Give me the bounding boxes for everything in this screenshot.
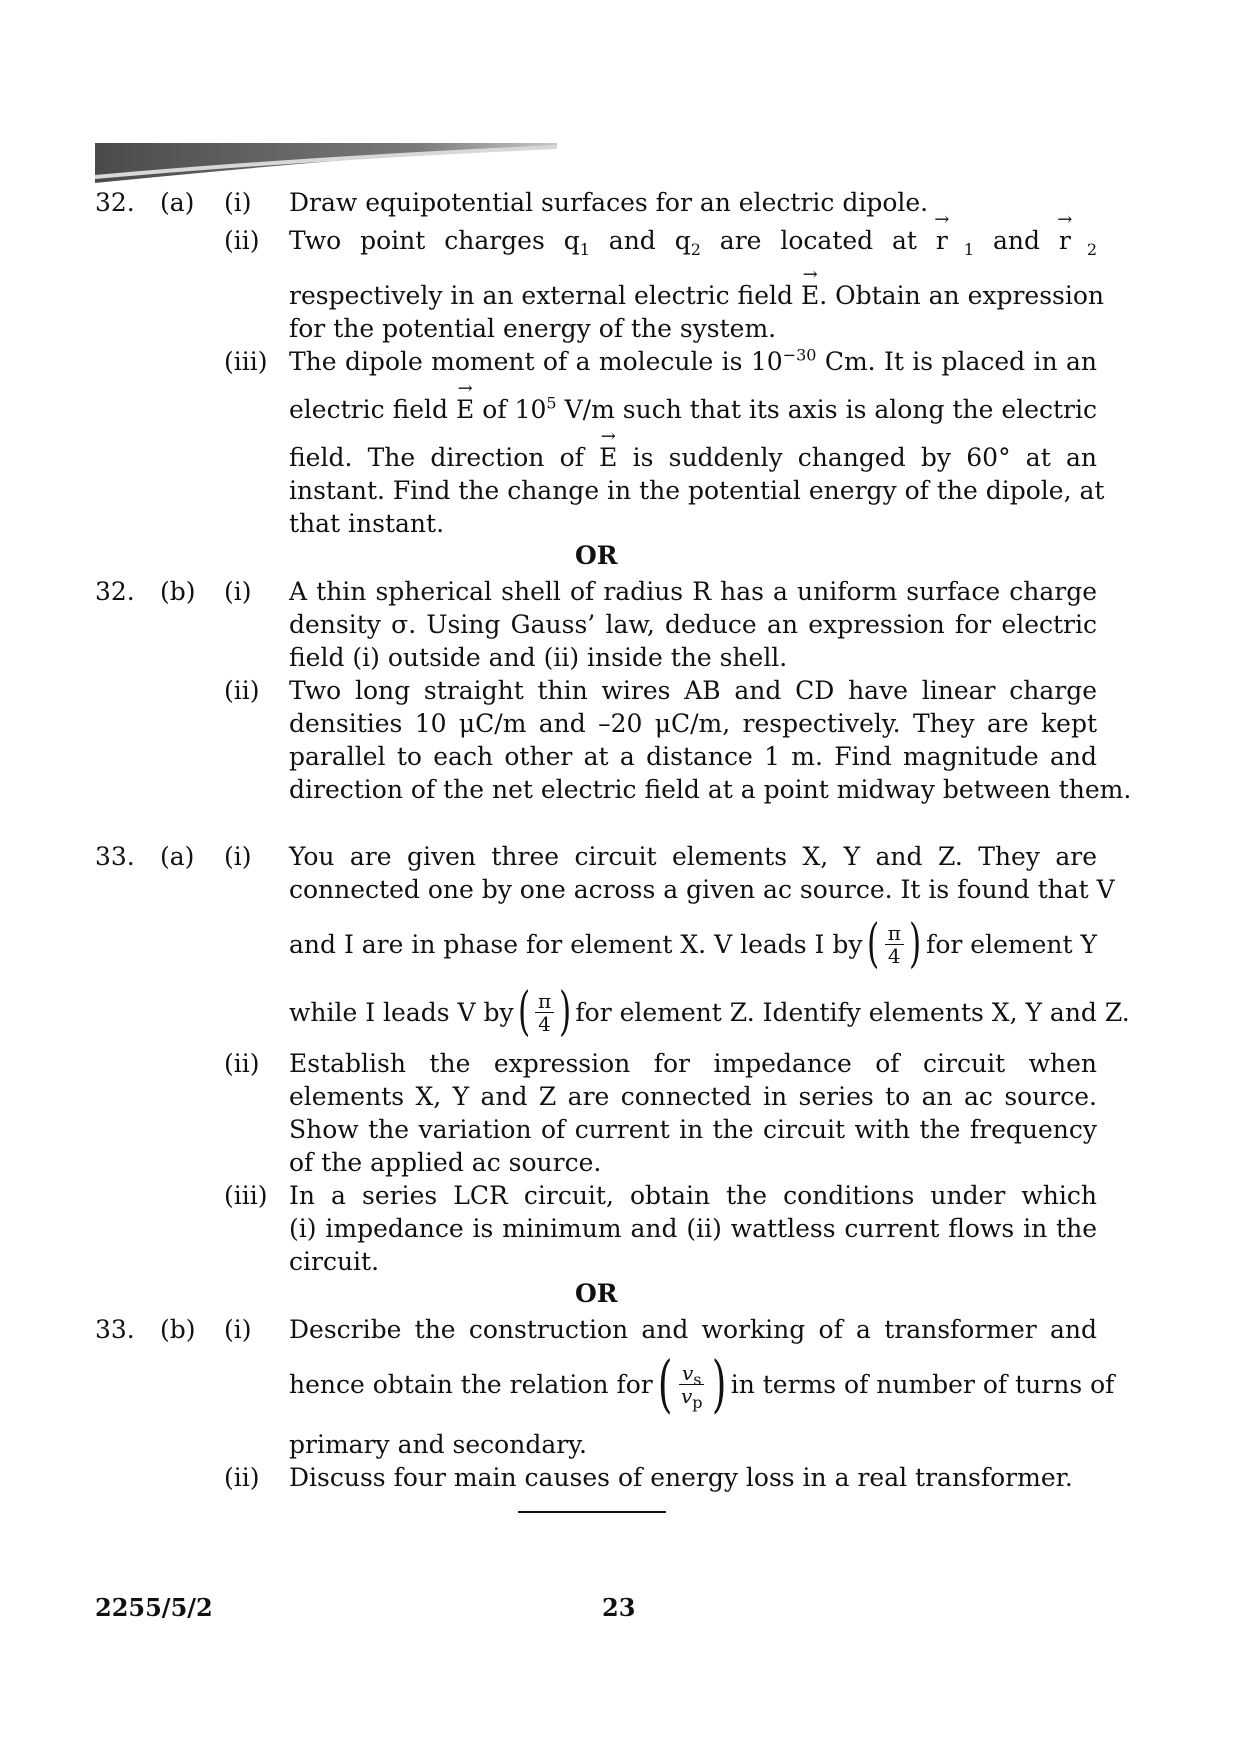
question-text: The dipole moment of a molecule is $10^{-30}$ Cm. It is placed in an — [289, 345, 1097, 376]
end-rule — [518, 1511, 666, 1513]
question-text: connected one by one across a given ac source. It is found that V — [289, 875, 1115, 904]
question-text: that instant. — [289, 509, 445, 538]
question-text: elements X, Y and Z are connected in series to an ac source. — [289, 1082, 1097, 1111]
question-text: densities 10 μC/m and –20 μC/m, respectively. They are kept — [289, 709, 1097, 738]
question-text: and I are in phase for element X. V leads I by ( $\frac{\pi}{4}$ ) for element Y — [289, 914, 1097, 974]
question-text: density σ. Using Gauss’ law, deduce an expression for electric — [289, 610, 1097, 639]
question-text: primary and secondary. — [289, 1430, 587, 1459]
question-text: electric field → E of $10^5$ V/m such that its axis is along the electric — [289, 393, 1097, 426]
question-text: while I leads V by ( $\frac{\pi}{4}$ ) for element Z. Identify elements X, Y and Z. — [289, 982, 1130, 1042]
question-text: Show the variation of current in the circuit with the frequency — [289, 1115, 1097, 1144]
question-text: of the applied ac source. — [289, 1148, 602, 1177]
subpart-label: (ii) — [224, 226, 260, 255]
pi-over-4-fraction: ( $\frac{\pi}{4}$ ) — [867, 914, 922, 974]
question-text: Draw equipotential surfaces for an electric dipole. — [289, 188, 929, 217]
pi-over-4-fraction: ( $\frac{\pi}{4}$ ) — [517, 982, 572, 1042]
subpart-label: (i) — [224, 577, 252, 606]
subpart-label: (ii) — [224, 676, 260, 705]
part-label: (b) — [160, 1315, 196, 1344]
or-separator: OR — [575, 1279, 618, 1308]
subpart-label: (i) — [224, 1315, 252, 1344]
vs-over-vp-fraction: ( $\frac{v_s}{v_p}$ ) — [657, 1347, 726, 1420]
question-text: Two long straight thin wires AB and CD have linear charge — [289, 676, 1097, 705]
question-text: Establish the expression for impedance of circuit when — [289, 1049, 1097, 1078]
subpart-label: (iii) — [224, 347, 268, 376]
question-text: You are given three circuit elements X, Y and Z. They are — [289, 842, 1097, 871]
subpart-label: (ii) — [224, 1463, 260, 1492]
question-text: direction of the net electric field at a point midway between them. — [289, 775, 1132, 804]
part-label: (a) — [160, 188, 195, 217]
or-separator: OR — [575, 541, 618, 570]
part-label: (b) — [160, 577, 196, 606]
subpart-label: (i) — [224, 842, 252, 871]
header-banner — [95, 143, 557, 185]
question-text: Two point charges $q_1$ and $q_2$ are located at → r $_1$ and → r $_2$ — [289, 224, 1097, 257]
question-text: (i) impedance is minimum and (ii) wattless current flows in the — [289, 1214, 1097, 1243]
page-number: 23 — [602, 1593, 636, 1622]
question-text: hence obtain the relation for ( $\frac{v_s}{v_p}$ ) in terms of number of turns of — [289, 1347, 1115, 1420]
question-text: respectively in an external electric field → E. Obtain an expression — [289, 279, 1097, 312]
question-text: In a series LCR circuit, obtain the conditions under which — [289, 1181, 1097, 1210]
question-number: 33. — [95, 842, 135, 871]
part-label: (a) — [160, 842, 195, 871]
question-text: instant. Find the change in the potential energy of the dipole, at — [289, 476, 1105, 505]
question-text: field (i) outside and (ii) inside the shell. — [289, 643, 788, 672]
question-number: 32. — [95, 577, 135, 606]
question-text: for the potential energy of the system. — [289, 314, 777, 343]
subpart-label: (ii) — [224, 1049, 260, 1078]
question-text: A thin spherical shell of radius R has a uniform surface charge — [289, 577, 1097, 606]
paper-code: 2255/5/2 — [95, 1593, 213, 1622]
question-text: field. The direction of → E is suddenly changed by 60° at an — [289, 441, 1097, 474]
question-text: parallel to each other at a distance 1 m. Find magnitude and — [289, 742, 1097, 771]
subpart-label: (i) — [224, 188, 252, 217]
subpart-label: (iii) — [224, 1181, 268, 1210]
question-text: Describe the construction and working of a transformer and — [289, 1315, 1097, 1344]
question-number: 32. — [95, 188, 135, 217]
question-text: circuit. — [289, 1247, 380, 1276]
question-number: 33. — [95, 1315, 135, 1344]
question-text: Discuss four main causes of energy loss in a real transformer. — [289, 1463, 1073, 1492]
